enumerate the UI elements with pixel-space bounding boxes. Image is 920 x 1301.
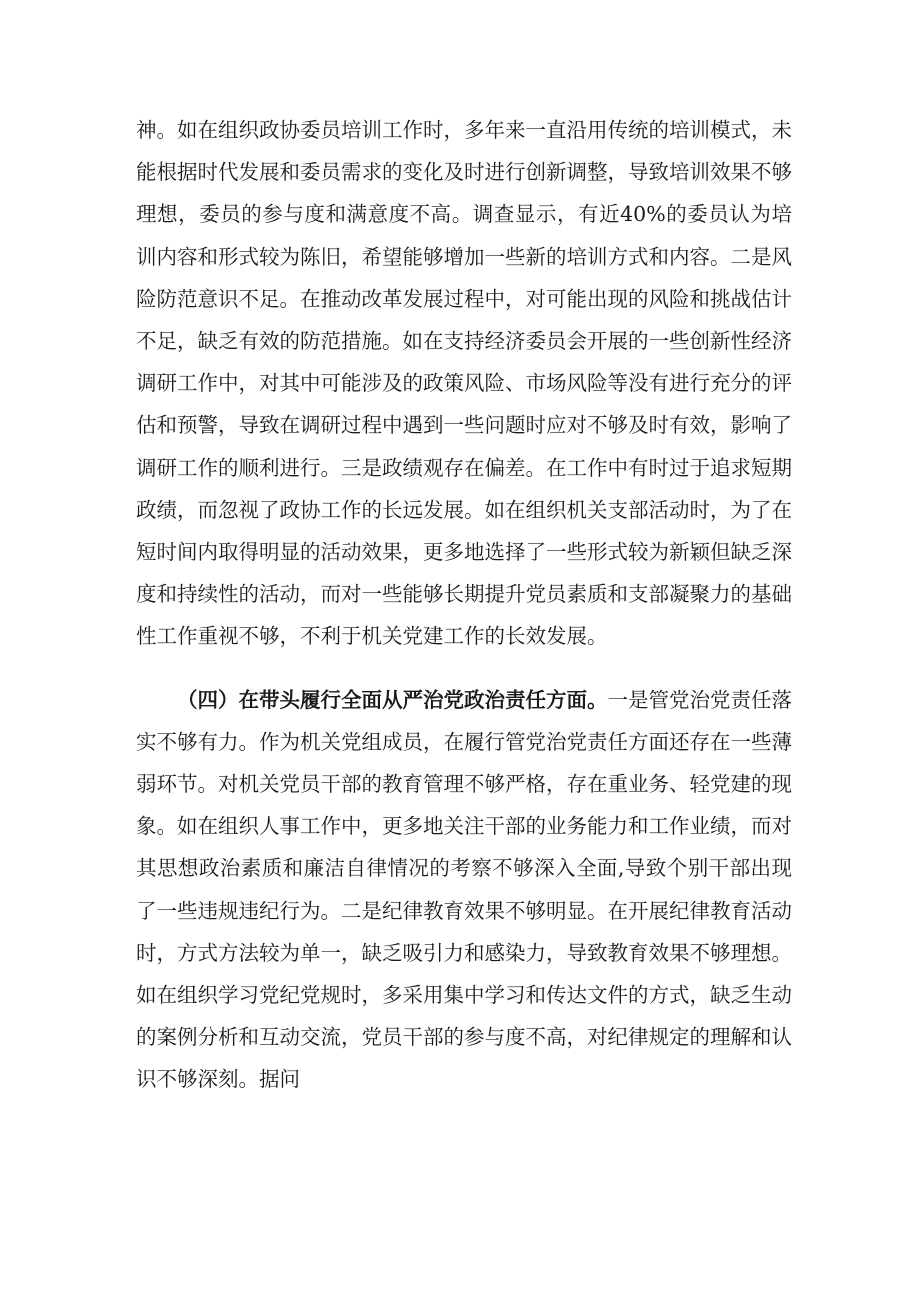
section-4-heading: （四）在带头履行全面从严治党政治责任方面。: [177, 687, 608, 712]
document-body: [136, 109, 792, 1101]
section-4-body: 一是管党治党责任落实不够有力。作为机关党组成员，在履行管党治党责任方面还存在一些薄弱环节。对机关党员干部的教育管理不够严格，存在重业务、轻党建的现象。如在组织人事工作中，更多地关注干部的业务能力和工作业绩，而对其思想政治素质和廉洁自律情况的考察不够深入全面,导致个别干部出现了一些违规违纪行为。二是纪律教育效果不够明显。在开展纪律教育活动时，方式方法较为单一，缺乏吸引力和感染力，导致教育效果不够理想。如在组织学习党纪党规时，多采用集中学习和传达文件的方式，缺乏生动的案例分析和互动交流，党员干部的参与度不高，对纪律规定的理解和认识不够深刻。据问: [136, 687, 792, 1092]
paragraph-continued: 神。如在组织政协委员培训工作时，多年来一直沿用传统的培训模式，未能根据时代发展和委员需求的变化及时进行创新调整，导致培训效果不够理想，委员的参与度和满意度不高。调查显示，有近40%的委员认为培训内容和形式较为陈旧，希望能够增加一些新的培训方式和内容。二是风险防范意识不足。在推动改革发展过程中，对可能出现的风险和挑战估计不足，缺乏有效的防范措施。如在支持经济委员会开展的一些创新性经济调研工作中，对其中可能涉及的政策风险、市场风险等没有进行充分的评估和预警，导致在调研过程中遇到一些问题时应对不够及时有效，影响了调研工作的顺利进行。三是政绩观存在偏差。在工作中有时过于追求短期政绩，而忽视了政协工作的长远发展。如在组织机关支部活动时，为了在短时间内取得明显的活动效果，更多地选择了一些形式较为新颖但缺乏深度和持续性的活动，而对一些能够长期提升党员素质和支部凝聚力的基础性工作重视不够，不利于机关党建工作的长效发展。: [136, 118, 792, 649]
section-4-paragraph: [136, 679, 792, 1101]
